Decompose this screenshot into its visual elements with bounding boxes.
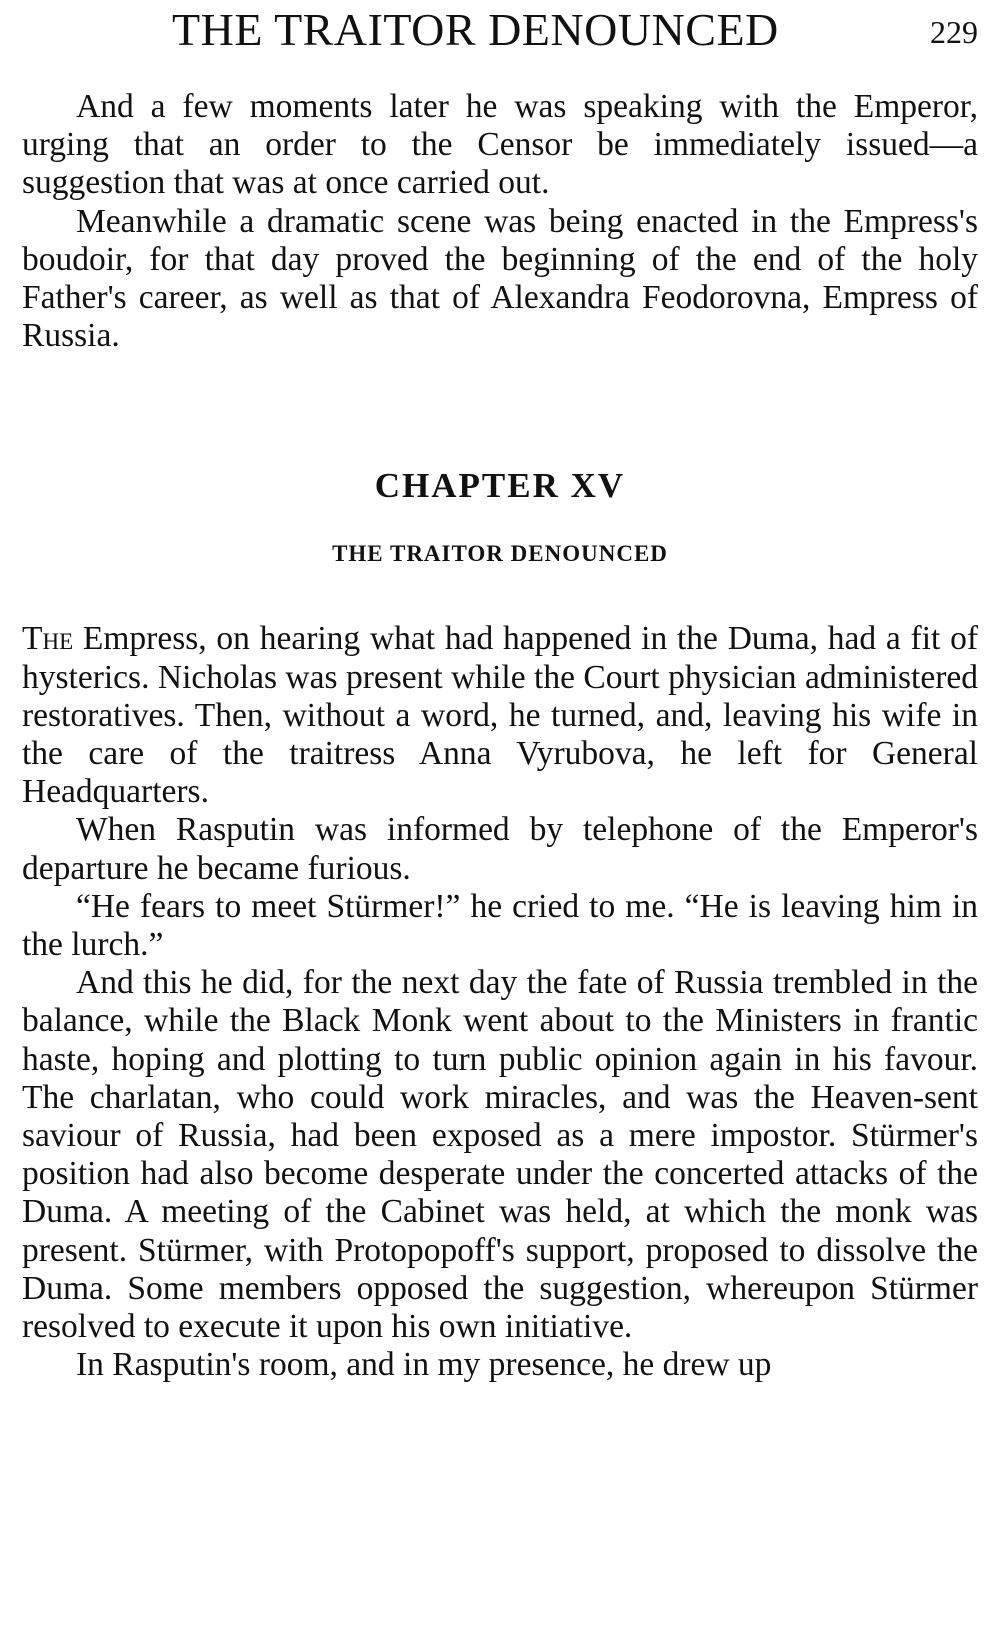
paragraph: “He fears to meet Stürmer!” he cried to me. “He is leaving him in the lurch.” bbox=[22, 887, 978, 964]
page-number: 229 bbox=[930, 14, 978, 50]
paragraph: Meanwhile a dramatic scene was being enacted in the Empress's boudoir, for that day proved the beginning of the end of the holy Father's career, as well as that of Alexandra Feodorovna, Empress of Russia. bbox=[22, 202, 978, 355]
running-head bbox=[22, 0, 978, 64]
chapter-subheading: THE TRAITOR DENOUNCED bbox=[332, 541, 668, 567]
book-page bbox=[22, 0, 978, 1384]
paragraph: In Rasputin's room, and in my presence, he drew up bbox=[76, 1346, 772, 1384]
paragraph: And this he did, for the next day the fate of Russia trembled in the balance, while the Black Monk went about to the Ministers in frantic haste, hoping and plotting to turn public opinion again in his favour. The charlatan, who could work miracles, and was the Heaven-sent saviour of Russia, had been exposed as a mere impostor. Stürmer's position had also become desperate under the concerted attacks of the Duma. A meeting of the Cabinet was held, at which the monk was present. Stürmer, with Protopopoff's support, proposed to dissolve the Duma. Some members opposed the suggestion, whereupon Stürmer resolved to execute it upon his own initiative. bbox=[22, 964, 978, 1346]
chapter-heading: CHAPTER XV bbox=[374, 466, 626, 506]
paragraph: And a few moments later he was speaking with the Emperor, urging that an order to the Censor be immediately issued—a suggestion that was at once carried out. bbox=[22, 88, 978, 202]
running-title: THE TRAITOR DENOUNCED bbox=[172, 4, 779, 55]
opening-paragraph bbox=[22, 620, 978, 811]
paragraph: When Rasputin was informed by telephone of the Emperor's departure he became furious. bbox=[22, 811, 978, 887]
opening-paragraph-rest: Empress, on hearing what had happened in the Duma, had a fit of hysterics. Nicholas was present while the Court physician administered restoratives. Then, without a word, he turned, and, leaving his wife in the care of the traitress Anna Vyrubova, he left for General Headquarters. bbox=[22, 620, 978, 811]
chapter-text bbox=[22, 620, 978, 1384]
continued-text bbox=[22, 88, 978, 355]
opening-lead-word: The bbox=[22, 620, 74, 658]
